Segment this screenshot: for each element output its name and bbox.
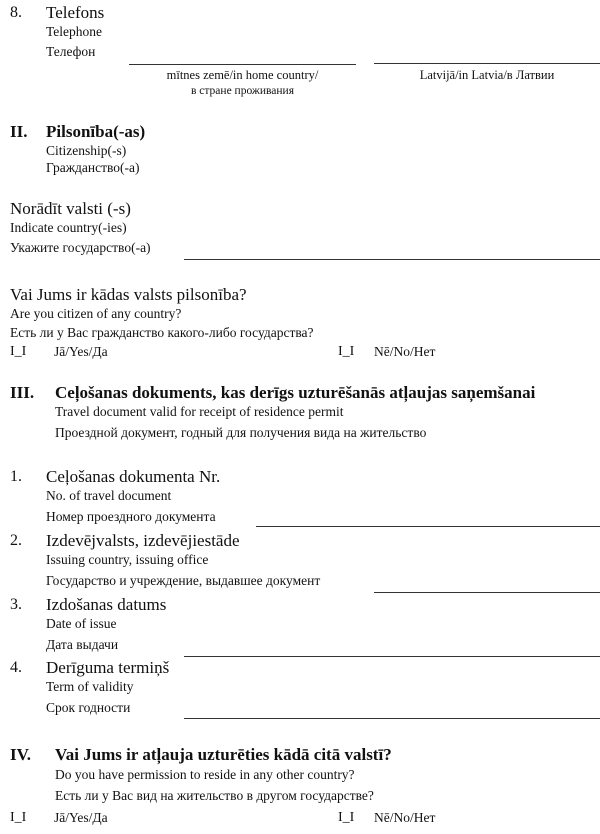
telephone-latvia-field[interactable] [374, 63, 600, 64]
travel-document-number-field[interactable] [256, 526, 600, 527]
citizenship-no-label: Nē/No/Нет [374, 344, 436, 359]
indicate-country-ru: Укажите государство(-а) [10, 240, 151, 255]
telephone-label-en: Telephone [46, 24, 103, 39]
field-2-label-en: Issuing country, issuing office [46, 552, 209, 567]
residence-permit-yes-label: Jā/Yes/Да [54, 810, 108, 825]
field-3-label-ru: Дата выдачи [46, 637, 119, 652]
field-1-label-ru: Номер проездного документа [46, 509, 216, 524]
telephone-number: 8. [10, 4, 22, 21]
field-2-number: 2. [10, 532, 22, 549]
section-2-roman: II. [10, 122, 28, 141]
section-4-title-lv: Vai Jums ir atļauja uzturēties kādā citā valstī? [55, 745, 392, 764]
citizenship-question-en: Are you citizen of any country? [10, 306, 182, 321]
field-3-label-en: Date of issue [46, 616, 117, 631]
indicate-country-lv: Norādīt valsti (-s) [10, 199, 131, 218]
section-4-title-en: Do you have permission to reside in any other country? [55, 767, 355, 782]
section-4-roman: IV. [10, 745, 31, 764]
telephone-latvia-caption: Latvijā/in Latvia/в Латвии [419, 68, 555, 82]
citizenship-country-field[interactable] [184, 259, 600, 260]
field-2-label-lv: Izdevējvalsts, izdevējiestāde [46, 531, 240, 550]
telephone-home-caption: mītnes zemē/in home country/ [166, 68, 319, 82]
indicate-country-en: Indicate country(-ies) [10, 220, 127, 235]
section-3-title-ru: Проездной документ, годный для получения вида на жительство [55, 425, 427, 440]
section-2-title-lv: Pilsonība(-as) [46, 122, 146, 141]
section-2-title-ru: Гражданство(-а) [46, 160, 140, 175]
residence-permit-no-checkbox[interactable]: I_I [338, 810, 355, 825]
issuing-office-field[interactable] [374, 592, 600, 593]
field-3-number: 3. [10, 596, 22, 613]
field-4-label-ru: Срок годности [46, 700, 131, 715]
telephone-label-ru: Телефон [46, 44, 96, 59]
section-3-title-en: Travel document valid for receipt of residence permit [55, 404, 344, 419]
date-of-issue-field[interactable] [184, 656, 600, 657]
field-4-number: 4. [10, 659, 22, 676]
field-3-label-lv: Izdošanas datums [46, 595, 167, 614]
section-3-title-lv: Ceļošanas dokuments, kas derīgs uzturēšanās atļaujas saņemšanai [55, 383, 536, 402]
field-1-label-lv: Ceļošanas dokumenta Nr. [46, 467, 221, 486]
field-1-number: 1. [10, 468, 22, 485]
telephone-home-caption-ru: в стране проживания [190, 85, 294, 97]
field-4-label-en: Term of validity [46, 679, 134, 694]
term-of-validity-field[interactable] [184, 718, 600, 719]
section-4-title-ru: Есть ли у Вас вид на жительство в другом государстве? [55, 788, 374, 803]
citizenship-question-ru: Есть ли у Вас гражданство какого-либо государства? [10, 325, 314, 340]
citizenship-yes-label: Jā/Yes/Да [54, 344, 108, 359]
citizenship-yes-checkbox[interactable]: I_I [10, 344, 27, 359]
section-3-roman: III. [10, 383, 35, 402]
section-2-title-en: Citizenship(-s) [46, 143, 127, 158]
telephone-label-lv: Telefons [46, 3, 105, 22]
telephone-home-field[interactable] [129, 64, 356, 65]
field-2-label-ru: Государство и учреждение, выдавшее документ [46, 573, 321, 588]
field-4-label-lv: Derīguma termiņš [46, 658, 170, 677]
residence-permit-no-label: Nē/No/Нет [374, 810, 436, 825]
field-1-label-en: No. of travel document [46, 488, 172, 503]
citizenship-no-checkbox[interactable]: I_I [338, 344, 355, 359]
residence-permit-yes-checkbox[interactable]: I_I [10, 810, 27, 825]
citizenship-question-lv: Vai Jums ir kādas valsts pilsonība? [10, 285, 247, 304]
